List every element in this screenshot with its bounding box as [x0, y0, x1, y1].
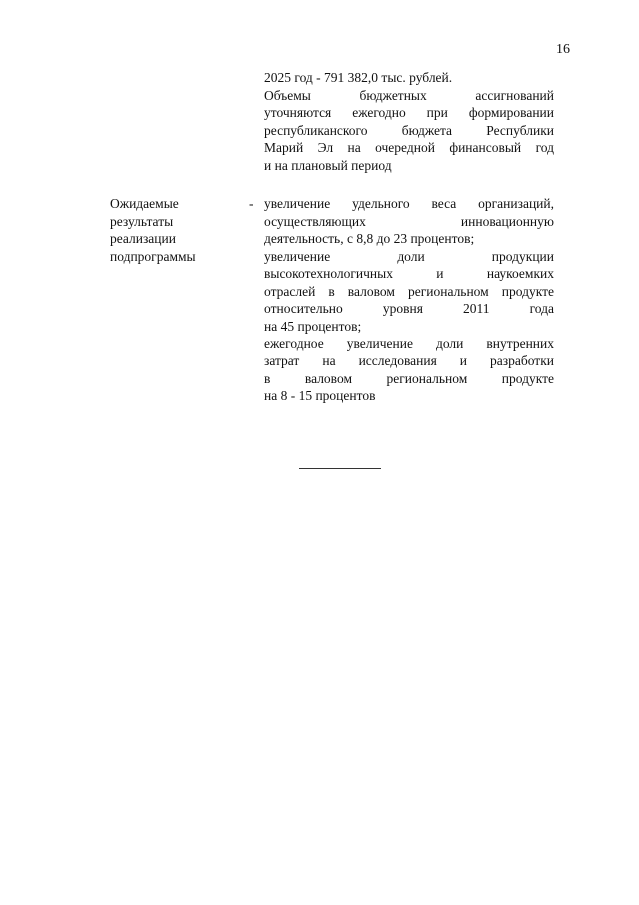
results-line: увеличение доли продукции [264, 248, 554, 264]
results-label-line: подпрограммы [110, 248, 196, 264]
results-line: деятельность, с 8,8 до 23 процентов; [264, 231, 475, 246]
results-item-3 [264, 335, 554, 405]
results-label-line: результаты [110, 213, 174, 229]
funding-line: 2025 год - 791 382,0 тыс. рублей. [264, 70, 453, 85]
end-separator-line [299, 468, 381, 469]
funding-line: и на плановый период [264, 157, 392, 173]
results-line: относительно уровня 2011 года [264, 301, 554, 316]
results-label-line: Ожидаемые [110, 196, 179, 211]
funding-text-block [264, 69, 554, 174]
results-item-1 [264, 195, 554, 248]
funding-line: Марий Эл на очередной финансовый год [264, 140, 554, 155]
results-line: затрат на исследования и разработки [264, 353, 554, 368]
results-label-line: реализации [110, 231, 176, 246]
funding-line: уточняются ежегодно при формировании [264, 105, 554, 120]
row-dash: - [249, 196, 254, 211]
results-line: на 45 процентов; [264, 318, 362, 334]
results-line: увеличение удельного веса организаций, [264, 196, 554, 211]
results-line: на 8 - 15 процентов [264, 388, 376, 403]
results-item-2 [264, 248, 554, 336]
funding-line: республиканского бюджета Республики [264, 122, 554, 138]
results-line: высокотехнологичных и наукоемких [264, 266, 554, 281]
results-line: в валовом региональном продукте [264, 370, 554, 386]
page-number: 16 [556, 42, 570, 57]
results-line: отраслей в валовом региональном продукте [264, 283, 554, 299]
results-line: осуществляющих инновационную [264, 213, 554, 229]
results-line: ежегодное увеличение доли внутренних [264, 335, 554, 351]
funding-line: Объемы бюджетных ассигнований [264, 87, 554, 103]
results-label [110, 195, 240, 265]
